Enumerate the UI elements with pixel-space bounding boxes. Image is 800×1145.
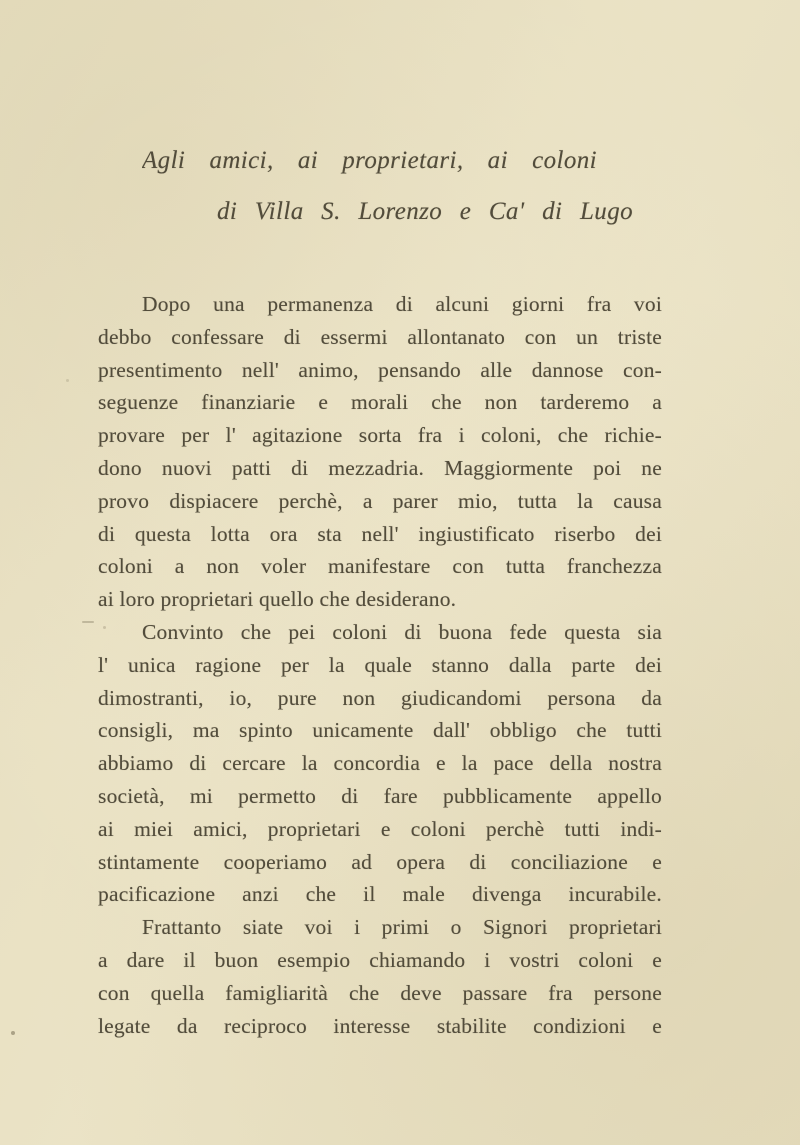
page-heading-line-1: Agli amici, ai proprietari, ai coloni xyxy=(142,147,597,174)
text-line: provare per l' agitazione sorta fra i coloni, che richie- xyxy=(98,423,662,448)
text-line: Dopo una permanenza di alcuni giorni fra voi xyxy=(142,292,662,316)
text-line: coloni a non voler manifestare con tutta franchezza xyxy=(98,554,662,579)
text-line: Convinto che pei coloni di buona fede questa sia xyxy=(142,619,662,644)
text-line: stintamente cooperiamo ad opera di conciliazione e xyxy=(98,849,662,874)
text-line: seguenze finanziarie e morali che non tarderemo a xyxy=(98,390,662,415)
body-text xyxy=(98,288,662,1042)
text-line: di questa lotta ora sta nell' ingiustificato riserbo dei xyxy=(98,521,662,546)
text-line: l' unica ragione per la quale stanno dalla parte dei xyxy=(98,652,662,677)
paper-speck xyxy=(66,379,69,382)
text-line: presentimento nell' animo, pensando alle dannose con- xyxy=(98,357,662,382)
text-line: Frattanto siate voi i primi o Signori proprietari xyxy=(142,915,662,940)
text-line: abbiamo di cercare la concordia e la pace della nostra xyxy=(98,751,662,776)
text-line: ai miei amici, proprietari e coloni perchè tutti indi- xyxy=(98,816,662,841)
text-line: ai loro proprietari quello che desiderano. xyxy=(98,587,457,612)
text-line: dono nuovi patti di mezzadria. Maggiormente poi ne xyxy=(98,455,662,480)
text-line: a dare il buon esempio chiamando i vostri coloni e xyxy=(98,947,662,972)
paper-speck xyxy=(82,621,94,623)
page-heading-line-2: di Villa S. Lorenzo e Ca' di Lugo xyxy=(217,198,633,225)
text-line: legate da reciproco interesse stabilite condizioni e xyxy=(98,1013,662,1038)
text-line: provo dispiacere perchè, a parer mio, tutta la causa xyxy=(98,488,662,513)
paper-speck xyxy=(103,626,106,629)
text-line: consigli, ma spinto unicamente dall' obbligo che tutti xyxy=(98,718,662,743)
text-line: dimostranti, io, pure non giudicandomi persona da xyxy=(98,685,662,710)
text-line: società, mi permetto di fare pubblicamente appello xyxy=(98,783,662,808)
text-line: debbo confessare di essermi allontanato con un triste xyxy=(98,324,662,349)
paper-speck xyxy=(11,1031,15,1035)
text-line: pacificazione anzi che il male divenga incurabile. xyxy=(98,882,662,907)
text-line: con quella famigliarità che deve passare fra persone xyxy=(98,980,662,1005)
